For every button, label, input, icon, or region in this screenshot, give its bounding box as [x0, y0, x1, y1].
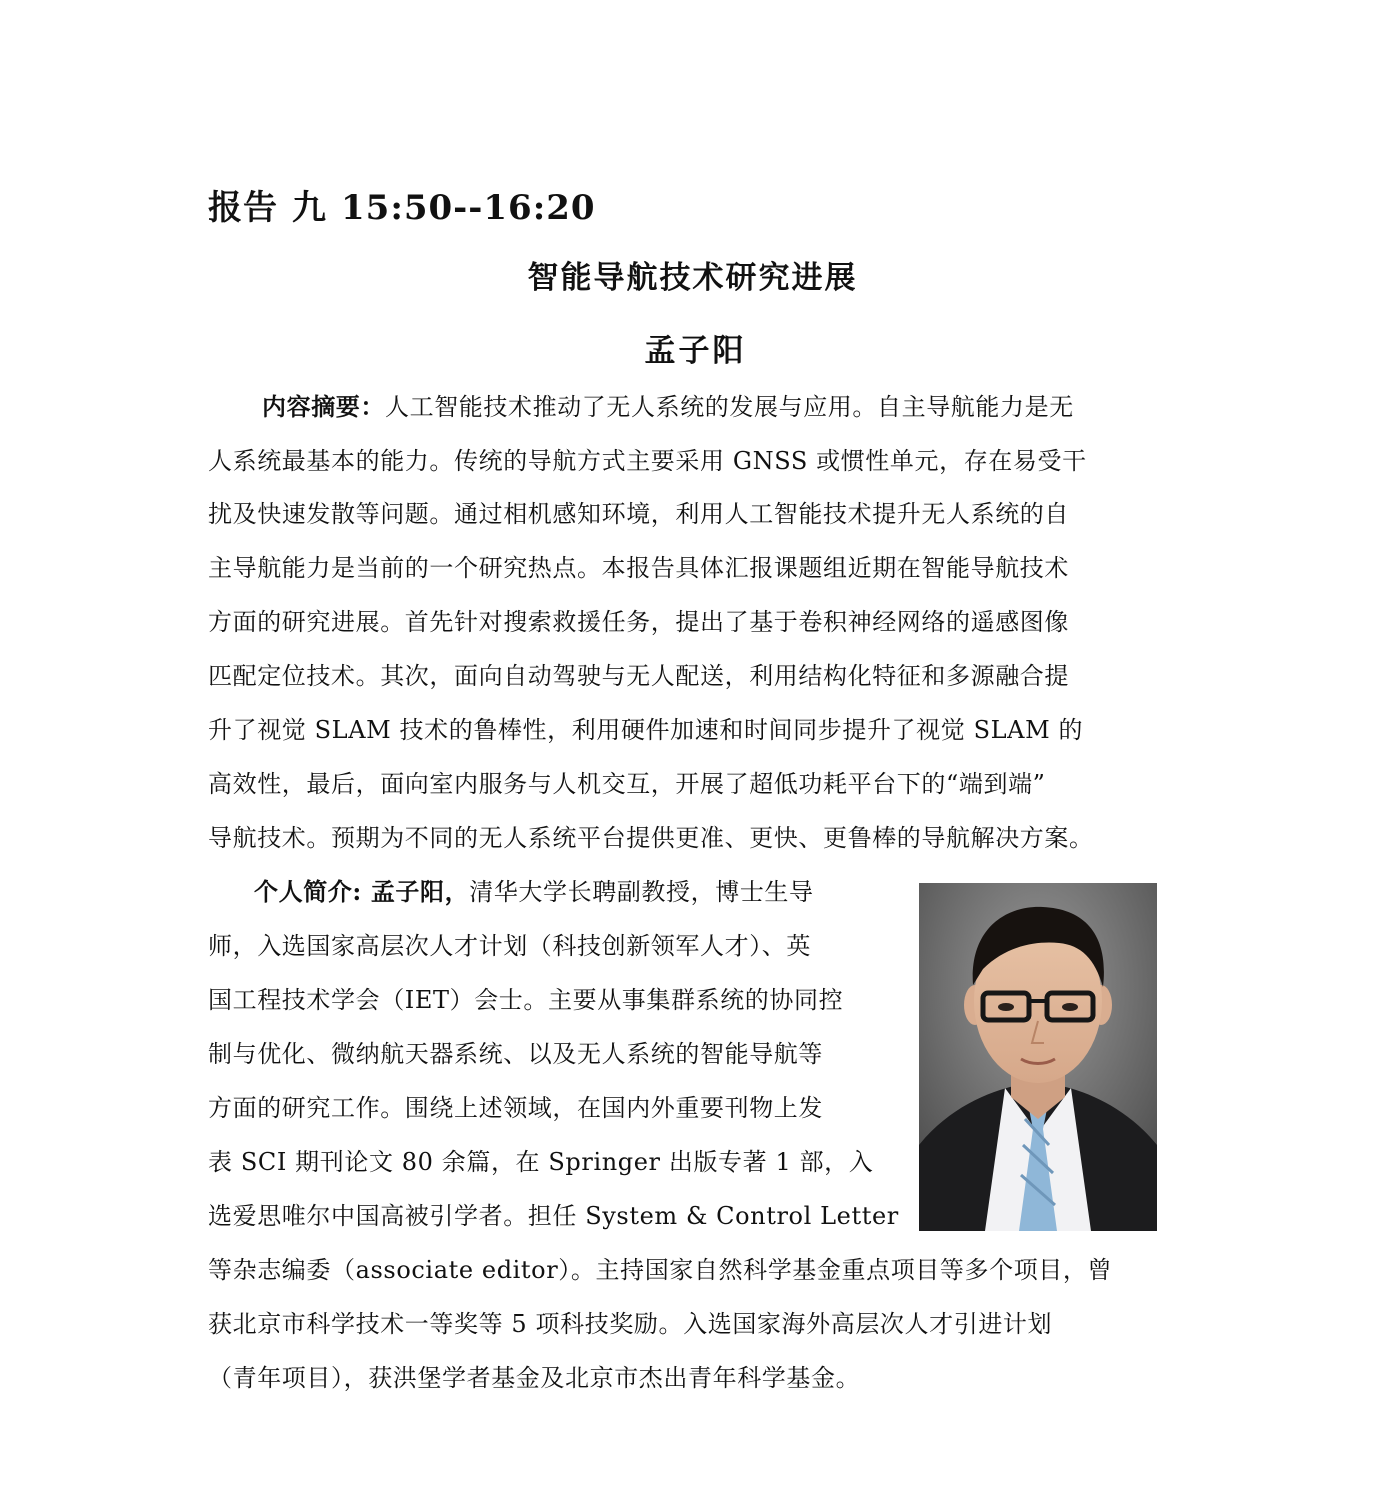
speaker-photo	[919, 883, 1157, 1231]
bio-line: 获北京市科学技术一等奖等 5 项科技奖励。入选国家海外高层次人才引进计划	[208, 1310, 1053, 1338]
speaker-name: 孟子阳	[644, 333, 747, 369]
bio-text: 清华大学长聘副教授，博士生导	[469, 878, 814, 906]
bio-line	[254, 877, 814, 907]
session-label: 报告	[208, 188, 278, 228]
bio-line: 表 SCI 期刊论文 80 余篇，在 Springer 出版专著 1 部，入	[208, 1148, 874, 1176]
bio-line: 选爱思唯尔中国高被引学者。担任 System & Control Letter	[208, 1202, 899, 1230]
abstract-line: 扰及快速发散等问题。通过相机感知环境，利用人工智能技术提升无人系统的自	[208, 500, 1069, 528]
abstract-label: 内容摘要：	[262, 392, 385, 421]
bio-name: 孟子阳，	[370, 877, 470, 906]
abstract-line	[262, 392, 1074, 422]
session-number: 九	[292, 188, 327, 228]
abstract-line: 人系统最基本的能力。传统的导航方式主要采用 GNSS 或惯性单元，存在易受干	[208, 447, 1087, 475]
bio-line: 方面的研究工作。围绕上述领域，在国内外重要刊物上发	[208, 1094, 823, 1122]
abstract-line: 主导航能力是当前的一个研究热点。本报告具体汇报课题组近期在智能导航技术	[208, 554, 1069, 582]
abstract-line: 导航技术。预期为不同的无人系统平台提供更准、更快、更鲁棒的导航解决方案。	[208, 824, 1094, 852]
bio-line: 制与优化、微纳航天器系统、以及无人系统的智能导航等	[208, 1040, 823, 1068]
bio-line: 等杂志编委（associate editor）。主持国家自然科学基金重点项目等多个项目，曾	[208, 1256, 1113, 1284]
abstract-line: 升了视觉 SLAM 技术的鲁棒性，利用硬件加速和时间同步提升了视觉 SLAM 的	[208, 716, 1084, 744]
abstract-line: 匹配定位技术。其次，面向自动驾驶与无人配送，利用结构化特征和多源融合提	[208, 662, 1069, 690]
bio-line: （青年项目），获洪堡学者基金及北京市杰出青年科学基金。	[208, 1364, 861, 1392]
abstract-text: 人工智能技术推动了无人系统的发展与应用。自主导航能力是无	[385, 393, 1074, 421]
abstract-line: 方面的研究进展。首先针对搜索救援任务，提出了基于卷积神经网络的遥感图像	[208, 608, 1069, 636]
bio-label: 个人简介:	[254, 877, 371, 906]
talk-title: 智能导航技术研究进展	[527, 260, 858, 296]
bio-line: 师，入选国家高层次人才计划（科技创新领军人才）、英	[208, 932, 811, 960]
session-heading	[208, 180, 596, 229]
abstract-line: 高效性，最后，面向室内服务与人机交互，开展了超低功耗平台下的“端到端”	[208, 770, 1046, 798]
session-time: 15:50--16:20	[341, 188, 596, 228]
bio-line: 国工程技术学会（IET）会士。主要从事集群系统的协同控	[208, 986, 844, 1014]
